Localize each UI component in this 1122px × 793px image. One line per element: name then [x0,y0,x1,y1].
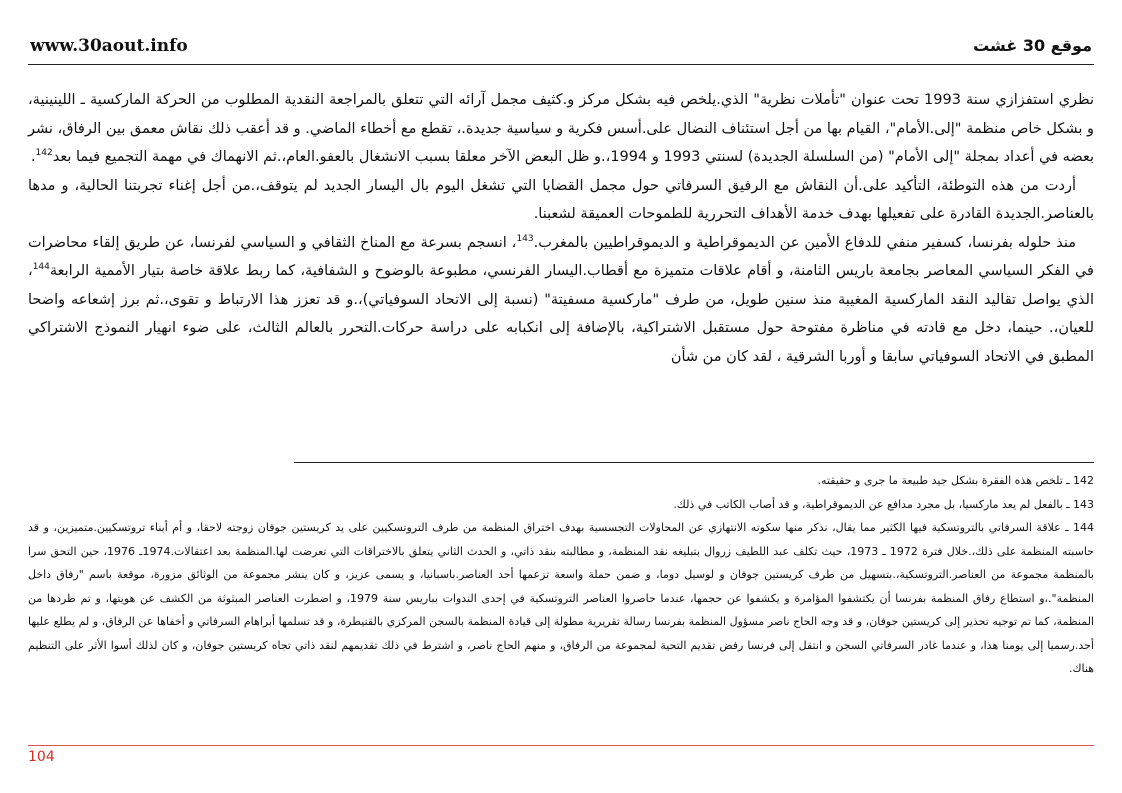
footnote-142: 142 ـ تلخص هذه الفقرة بشكل جيد طبيعة ما جرى و حقيقته. [817,474,1094,487]
page-number: 104 [28,749,55,765]
main-text [28,86,1094,371]
footnote-143: 143 ـ بالفعل لم يعد ماركسيا، بل مجرد مدافع عن الديموقراطية، و قد أصاب الكاتب في ذلك. [673,497,1094,511]
footnote-ref-142: 142 [35,148,53,159]
paragraph-1-end: . [30,149,36,165]
footnote-ref-143: 143 [516,233,534,244]
paragraph-3-part-a: منذ حلوله بفرنسا، كسفير منفي للدفاع الأمين عن الديموقراطية و الديموقراطيين بالمغرب. [533,234,1076,251]
paragraph-3-part-b: ، انسجم بسرعة مع المناخ الثقافي و السياسي لفرنسا، عن طريق إلقاء محاضرات في الفكر السياسي المعاصر بجامعة باريس الثامنة، و أقام علاقات متميزة مع أقطاب.اليسار الفرنسي، مطبوعة بالوضوح و الشفافية، كما ربط علاقة خاصة بتيار الأممية الرابعة [28,234,1094,279]
site-url: www.30aout.info [30,36,188,56]
footnote-ref-144: 144 [32,262,50,273]
footer-divider [28,745,1094,746]
footnote-144: 144 ـ علاقة السرفاتي بالتروتسكية فيها الكثير مما يقال، نذكر منها سكوته الانتهازي عن المحاولات التجسسية بهدف اختراق المنظمة من طرف التروتسكيين على يد كريستين جوفان زوجته لاحقا، و أم أبناء تروتسكيين.متميزين، و قد حاسبته المنظمة على ذلك،.خلال فترة 1972 ـ 1973، حيث تكلف عبد اللطيف زروال بتبليغه نقد المنظمة، و مطالبته بنقد ذاتي، و الحدث الثاني يتعلق بالاختراقات التي تعرضت لها.المنظمة بعد اعتقالات.1974ـ 1976، حين التحق سرا بالمنظمة مجموعة من العناصر.التروتسكية،.بتسهيل من طرف كريستين جوفان و لوسيل دوما، و ضمن حملة واسعة تزعمها أحد العناصر.باسبانيا، و يسمى عزيز، و كان ينشر مجموعة من الوثائق مزورة، موقعة باسم "رفاق داخل المنظمة".،و استطاع رفاق المنظمة بفرنسا أن يكتشفوا المؤامرة و يكشفوا عن حجمها، عندما حاصروا العناصر التروتسكية في إحدى الندوات بباريس سنة 1979، و اضطرت العناصر المبثوثة من الكشف عن هويتها، و تم طردها من المنظمة، كما تم توجيه تحذير إلى كريستين جوفان، و قد وجه الحاج ناصر مسؤول المنظمة بفرنسا رسالة تقريرية مطولة إلى قيادة المنظمة بالسجن المركزي بالقنيطرة، و قد تسلمها أبراهام السرفاتي و أخفاها عن الرفاق، و لم يطلع عليها أحد.رسميا إلى يومنا هذا، و عندما غادر السرفاتي السجن و انتقل إلى فرنسا رفض تقديم التحية لمجموعة من الرفاق، و منهم الحاج ناصر، و اشترط في ذلك تقديمهم لنقد ذاتي تجاه كريستين جوفان، و كان لذلك أسوا الأثر على التنظيم هناك. [28,521,1094,675]
site-title: موقع 30 غشت [973,36,1092,55]
paragraph-2 [28,172,1094,229]
footnotes [28,469,1094,681]
paragraph-1 [28,86,1094,172]
paragraph-3-part-c: ، الذي يواصل تقاليد النقد الماركسية المغيبة منذ سنين طويل، من طرف "ماركسية مسفيتة" (نسبة إلى الاتحاد السوفياتي)،.و قد تعزز هذا الارتباط و تقوى،.ثم برز إشعاعه واضحا للعيان،. حينما، دخل مع قادته في مناظرة مفتوحة حول مستقبل الاشتراكية، بالإضافة إلى انكبابه على دراسة حركات.التحرر بالعالم الثالث، على ضوء انهيار النموذج الاشتراكي المطبق في الاتحاد السوفياتي سابقا و أوربا الشرقية ، لقد كان من شأن [28,263,1094,365]
page-header [28,34,1094,65]
footnote-divider [294,462,1094,463]
paragraph-1-text: نظري استفزازي سنة 1993 تحت عنوان "تأملات نظرية" الذي.يلخص فيه بشكل مركز و.كثيف مجمل آرائه التي تتعلق بالمراجعة النقدية المطلوب من الحركة الماركسية ـ اللينينية، و بشكل خاص منظمة "إلى.الأمام"، القيام بها من أجل استئناف النضال على.أسس فكرية و سياسية جديدة.، تقطع مع أخطاء الماضي. و قد أعقب ذلك نقاش معمق بين الرفاق، نشر بعضه في أعداد بمجلة "إلى الأمام" (من السلسلة الجديدة) لسنتي 1993 و 1994،.و ظل البعض الآخر معلقا بسبب الانشغال بالعفو.العام،.ثم الانهماك في مهمة التجميع فيما بعد [28,92,1094,165]
paragraph-3 [28,229,1094,372]
paragraph-2-text: أردت من هذه التوطئة، التأكيد على.أن النقاش مع الرفيق السرفاتي حول مجمل القضايا التي تشغل اليوم بال اليسار الجديد لم يتوقف،.من أجل إغناء تجربتنا الحالية، و مدها بالعناصر.الجديدة القادرة على تفعيلها بهدف خدمة الأهداف التحررية للطموحات العميقة لشعبنا. [28,177,1094,222]
